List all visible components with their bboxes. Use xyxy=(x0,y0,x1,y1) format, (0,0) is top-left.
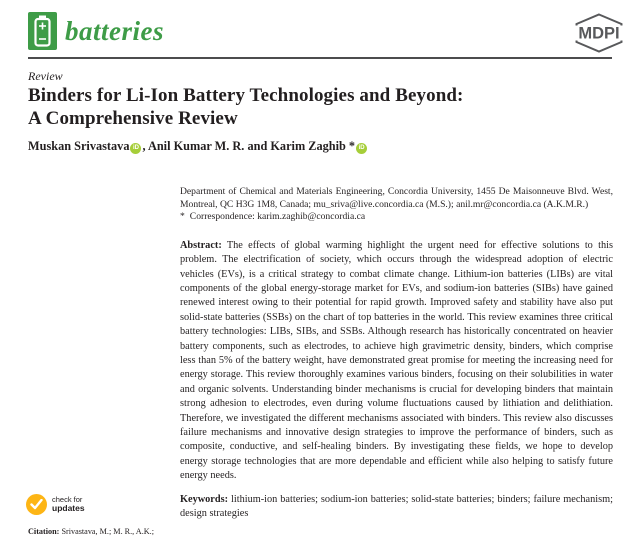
mdpi-logo[interactable] xyxy=(570,13,628,53)
correspondence-line xyxy=(180,211,613,224)
orcid-icon[interactable]: iD xyxy=(130,143,141,154)
citation-label: Citation: xyxy=(28,527,60,536)
citation-text: Srivastava, M.; M. R., A.K.; xyxy=(61,527,155,536)
crossmark-label xyxy=(52,496,85,514)
correspondence-text: Correspondence: karim.zaghib@concordia.ca xyxy=(189,211,366,223)
page-title xyxy=(28,84,568,130)
keywords-text: lithium-ion batteries; sodium-ion batteries; solid-state batteries; binders; failure mechanism; design strategies xyxy=(180,493,613,520)
keywords xyxy=(180,493,613,522)
checkmark-icon xyxy=(26,494,47,515)
journal-name: batteries xyxy=(65,16,164,46)
orcid-icon[interactable]: iD xyxy=(356,143,367,154)
authors-line xyxy=(28,139,588,154)
author-names-rest: , Anil Kumar M. R. and Karim Zaghib * xyxy=(142,139,356,153)
keywords-label: Keywords: xyxy=(180,493,229,505)
journal-battery-logo[interactable] xyxy=(28,12,57,50)
abstract xyxy=(180,239,613,484)
title-line-2: A Comprehensive Review xyxy=(28,108,238,129)
battery-icon xyxy=(28,12,57,50)
right-column xyxy=(180,186,613,522)
header-divider xyxy=(28,57,612,59)
crossmark-line-1: check for xyxy=(52,494,83,504)
abstract-label: Abstract: xyxy=(180,239,222,251)
article-type-label: Review xyxy=(28,69,63,83)
affiliation: Department of Chemical and Materials Engineering, Concordia University, 1455 De Maisonneuve Blvd. West, Montreal, QC H3G 1M8, Canada; mu_sriva@live.concordia.ca (M.S.); anil.mr@concordia.ca (A.K.M.R.) xyxy=(180,186,613,210)
citation xyxy=(28,527,178,537)
author-name-1: Muskan Srivastava xyxy=(28,139,130,153)
crossmark-line-2: updates xyxy=(52,503,85,514)
check-for-updates-badge[interactable] xyxy=(26,494,85,515)
title-line-1: Binders for Li-Ion Battery Technologies and Beyond: xyxy=(28,85,464,106)
correspondence-marker: * xyxy=(180,211,185,223)
mdpi-hexagon-icon xyxy=(570,13,628,53)
svg-text:MDPI: MDPI xyxy=(578,24,620,43)
abstract-text: The effects of global warming highlight the urgent need for effective solutions to this problem. The electrification of society, which occurs through the widespread adoption of electric vehicles (EVs), is a critical strategy to combat climate change. Lithium-ion batteries (LIBs) are vital components of the global energy-storage market for EVs, and sodium-ion batteries (SIBs) have gained renewed interest owing to their potential for rapid growth. Improved safety and stability have also put solid-state batteries (SSBs) on the chart of top batteries in the world. This review examines three critical battery technologies: LIBs, SIBs, and SSBs. Although research has historically concentrated on heavier battery components, such as electrodes, to achieve high gravimetric density, binders, which comprise less than 5% of the battery weight, have demonstrated great promise for meeting the increasing need for energy storage. This review thoroughly examines various binders, focusing on their solubilities in water and organic solvents. Understanding binder mechanisms is crucial for developing binders that maintain strong adhesion to electrodes, even during volume fluctuations caused by lithiation and delithiation. Therefore, we investigated the different mechanisms associated with binders. This review also discusses failure mechanisms and innovative design strategies to improve the performance of binders, such as composite, conductive, and self-healing binders. By investigating these fields, we hope to develop energy storage technologies that are more dependable and efficient while also helping to satisfy future energy needs. xyxy=(180,239,613,482)
